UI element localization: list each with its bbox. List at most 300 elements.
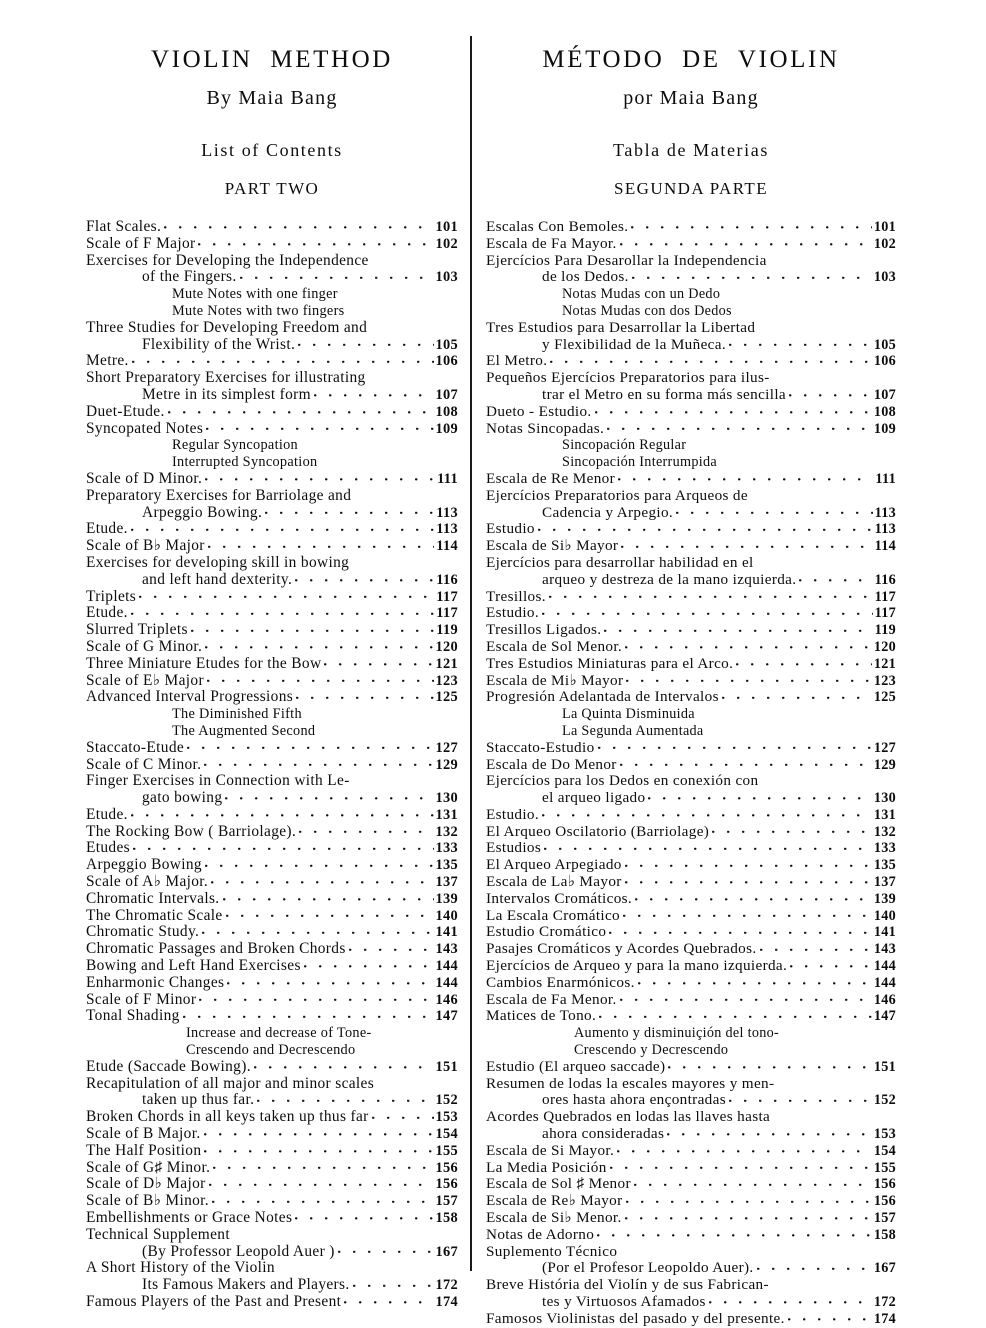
- toc-entry-title: El Arqueo Oscilatorio (Barriolage): [486, 823, 710, 840]
- toc-page-number: 113: [436, 521, 458, 538]
- toc-entry-title: trar el Metro en su forma más sencilla: [542, 386, 786, 403]
- toc-page-number: 140: [873, 907, 896, 924]
- toc-page-number: 120: [873, 638, 896, 655]
- toc-entry: [486, 723, 896, 740]
- toc-entry[interactable]: [486, 605, 896, 622]
- toc-entry-title: Notas Mudas con dos Dedos: [562, 302, 732, 319]
- toc-entry[interactable]: [86, 404, 458, 421]
- toc-entry[interactable]: [486, 572, 896, 589]
- dot-leader: [620, 1244, 894, 1261]
- dot-leader: [305, 706, 456, 723]
- toc-page-number: 131: [873, 806, 896, 823]
- toc-entry[interactable]: [86, 521, 458, 538]
- toc-entry[interactable]: [86, 1008, 458, 1025]
- toc-entry[interactable]: [86, 605, 458, 622]
- toc-page-number: 154: [873, 1142, 896, 1159]
- toc-entry[interactable]: [86, 572, 458, 589]
- toc-entry: [86, 303, 458, 320]
- toc-page-number: 157: [435, 1193, 458, 1210]
- toc-entry[interactable]: [86, 807, 458, 824]
- toc-entry-title: Estudios: [486, 840, 542, 857]
- toc-entry-title: Scale of E♭ Major: [86, 672, 204, 689]
- toc-entry[interactable]: [86, 992, 458, 1009]
- dot-leader: [372, 1109, 434, 1126]
- toc-entry-title: Regular Syncopation: [172, 437, 299, 454]
- dot-leader: [620, 757, 872, 774]
- toc-entry: [486, 1277, 896, 1294]
- toc-entry-title: Sincopación Interrumpida: [562, 454, 717, 471]
- toc-entry[interactable]: [86, 824, 458, 841]
- toc-entry[interactable]: [486, 958, 896, 975]
- toc-entry[interactable]: [486, 1008, 896, 1025]
- toc-entry[interactable]: [486, 1210, 896, 1227]
- toc-page-number: 172: [873, 1294, 896, 1310]
- toc-entry[interactable]: [486, 269, 896, 286]
- toc-entry[interactable]: [486, 471, 896, 488]
- dot-leader: [324, 656, 433, 673]
- toc-page-number: 131: [435, 806, 458, 823]
- toc-entry: [86, 370, 458, 387]
- toc-entry[interactable]: [86, 269, 458, 286]
- toc-entry[interactable]: [486, 790, 896, 807]
- toc-entry: [486, 488, 896, 505]
- toc-page-number: 133: [873, 840, 896, 857]
- dot-leader: [314, 387, 434, 404]
- toc-entry-title: The Augmented Second: [172, 722, 316, 739]
- dot-leader: [183, 1008, 434, 1025]
- toc-entry[interactable]: [486, 589, 896, 606]
- dot-leader: [698, 706, 894, 723]
- dot-leader: [139, 589, 434, 606]
- toc-entry-title: Cadencia y Arpegio.: [542, 504, 674, 521]
- toc-entry-title: Preparatory Exercises for Barriolage and: [86, 487, 352, 504]
- toc-entry-title: arqueo y destreza de la mano izquierda.: [542, 571, 797, 588]
- toc-page-number: 106: [435, 353, 458, 370]
- dot-leader: [295, 1210, 433, 1227]
- dot-leader: [667, 1126, 872, 1143]
- dot-leader: [618, 471, 873, 488]
- toc-entry[interactable]: [486, 857, 896, 874]
- toc-entry: [86, 253, 458, 270]
- toc-page-number: 120: [435, 638, 458, 655]
- toc-entry-title: Its Famous Makers and Players.: [142, 1277, 350, 1294]
- dot-leader: [353, 1277, 434, 1294]
- toc-entry[interactable]: [486, 1311, 896, 1328]
- dot-leader: [720, 454, 894, 471]
- toc-entry-title: Scale of G Minor.: [86, 638, 203, 655]
- toc-entry: [486, 320, 896, 337]
- toc-entry[interactable]: [86, 891, 458, 908]
- toc-entry[interactable]: [86, 505, 458, 522]
- toc-entry-title: Chromatic Study.: [86, 924, 200, 941]
- toc-page-number: 117: [436, 588, 458, 605]
- toc-page-number: 152: [873, 1092, 896, 1109]
- toc-page-number: 153: [435, 1109, 458, 1126]
- toc-entry[interactable]: [86, 421, 458, 438]
- toc-entry[interactable]: [486, 622, 896, 639]
- toc-entry-title: Tonal Shading: [86, 1008, 180, 1025]
- toc-entry[interactable]: [86, 1294, 458, 1311]
- dot-leader: [758, 320, 894, 337]
- toc-page-number: 117: [874, 588, 896, 605]
- toc-entry-title: Breve História del Violín y de sus Fabrican-: [486, 1277, 769, 1294]
- toc-entry-title: Dueto - Estudio.: [486, 403, 592, 420]
- toc-entry: [486, 370, 896, 387]
- toc-entry[interactable]: [486, 1176, 896, 1193]
- dot-leader: [542, 605, 873, 622]
- toc-entry[interactable]: [486, 219, 896, 236]
- toc-page-number: 123: [435, 672, 458, 689]
- toc-entry[interactable]: [86, 236, 458, 253]
- toc-entry-title: Flat Scales.: [86, 219, 162, 235]
- dot-leader: [227, 975, 433, 992]
- toc-entry-title: Tresillos.: [486, 588, 546, 605]
- toc-entry-title: Scale of D♭ Major: [86, 1176, 206, 1193]
- toc-entry: [86, 286, 458, 303]
- toc-entry-title: Sincopación Regular: [562, 437, 687, 454]
- toc-entry[interactable]: [486, 924, 896, 941]
- toc-entry[interactable]: [86, 1092, 458, 1109]
- toc-entry[interactable]: [86, 874, 458, 891]
- toc-entry-title: Estudio.: [486, 605, 540, 622]
- toc-entry[interactable]: [486, 1160, 896, 1177]
- toc-entry-title: Suplemento Técnico: [486, 1243, 618, 1260]
- toc-page-number: 123: [873, 672, 896, 689]
- toc-entry[interactable]: [86, 757, 458, 774]
- toc-entry[interactable]: [486, 757, 896, 774]
- toc-entry-title: Triplets: [86, 588, 137, 605]
- toc-entry-title: Escala de Fa Menor.: [486, 991, 617, 1008]
- toc-entry[interactable]: [486, 874, 896, 891]
- toc-entry[interactable]: [486, 941, 896, 958]
- toc-entry-title: Scale of F Minor: [86, 991, 197, 1008]
- toc-entry-title: Enharmonic Changes: [86, 974, 225, 991]
- dot-leader: [223, 891, 434, 908]
- dot-leader: [550, 353, 871, 370]
- dot-leader: [209, 1176, 434, 1193]
- toc-entry-title: Ejercícios de Arqueo y para la mano izquierda.: [486, 958, 788, 975]
- toc-entry[interactable]: [86, 790, 458, 807]
- toc-entry[interactable]: [86, 656, 458, 673]
- dot-leader: [226, 908, 434, 925]
- toc-entry: [86, 1025, 458, 1042]
- toc-entry-title: Tresillos Ligados.: [486, 622, 602, 639]
- toc-entry-title: Escala de Mi♭ Mayor: [486, 672, 624, 689]
- toc-entry[interactable]: [486, 521, 896, 538]
- toc-entry-title: Escala de Re♭ Mayor: [486, 1193, 623, 1210]
- toc-entry[interactable]: [486, 421, 896, 438]
- toc-entry[interactable]: [486, 353, 896, 370]
- toc-entry-title: Increase and decrease of Tone-: [186, 1025, 372, 1042]
- toc-entry-title: Acordes Quebrados en lodas las llaves hasta: [486, 1109, 771, 1126]
- dot-leader: [295, 572, 434, 589]
- toc-entry[interactable]: [486, 840, 896, 857]
- toc-entry: [86, 1227, 458, 1244]
- toc-entry-title: Etude.: [86, 806, 128, 823]
- toc-page-number: 172: [435, 1277, 458, 1294]
- dot-leader: [349, 941, 434, 958]
- toc-page-number: 101: [873, 219, 896, 235]
- toc-entry[interactable]: [486, 891, 896, 908]
- toc-page-number: 144: [873, 958, 896, 975]
- dot-leader: [625, 1210, 872, 1227]
- toc-entry: [86, 320, 458, 337]
- author-byline-es: por Maia Bang: [623, 87, 759, 109]
- toc-entry[interactable]: [486, 673, 896, 690]
- toc-entry[interactable]: [86, 975, 458, 992]
- toc-entry[interactable]: [86, 1210, 458, 1227]
- dot-leader: [211, 874, 433, 891]
- toc-page-number: 174: [873, 1310, 896, 1327]
- toc-entry[interactable]: [486, 740, 896, 757]
- toc-entry-title: Metre in its simplest form: [142, 386, 311, 403]
- dot-leader: [538, 521, 873, 538]
- toc-entry[interactable]: [86, 1126, 458, 1143]
- toc-page-number: 156: [873, 1193, 896, 1210]
- toc-page-number: 146: [435, 991, 458, 1008]
- toc-entry[interactable]: [486, 689, 896, 706]
- toc-entry[interactable]: [486, 1126, 896, 1143]
- toc-page-number: 156: [873, 1176, 896, 1193]
- dot-leader: [204, 1143, 433, 1160]
- toc-entry[interactable]: [86, 689, 458, 706]
- dot-leader: [610, 1160, 872, 1177]
- toc-entry[interactable]: [486, 1092, 896, 1109]
- dot-leader: [133, 840, 434, 857]
- dot-leader: [761, 773, 894, 790]
- toc-entry-title: Famous Players of the Past and Present: [86, 1294, 342, 1310]
- toc-entry[interactable]: [486, 404, 896, 421]
- toc-entry[interactable]: [486, 975, 896, 992]
- dot-leader: [375, 1025, 456, 1042]
- toc-entry[interactable]: [486, 639, 896, 656]
- toc-entry[interactable]: [86, 337, 458, 354]
- toc-entry-title: Technical Supplement: [86, 1226, 230, 1243]
- dot-leader: [735, 303, 894, 320]
- toc-entry-title: Aumento y disminuiçión del tono-: [574, 1025, 780, 1042]
- toc-entry[interactable]: [486, 1294, 896, 1311]
- toc-entry[interactable]: [486, 538, 896, 555]
- toc-page-number: 130: [435, 790, 458, 807]
- toc-entry-title: Scale of B Major.: [86, 1126, 201, 1143]
- toc-entry[interactable]: [486, 656, 896, 673]
- toc-entry[interactable]: [86, 1059, 458, 1076]
- toc-page-number: 117: [436, 605, 458, 622]
- toc-page-number: 114: [436, 538, 458, 555]
- toc-entry-title: Etude (Saccade Bowing).: [86, 1058, 251, 1075]
- dot-leader: [621, 538, 872, 555]
- dot-leader: [320, 454, 456, 471]
- toc-entry[interactable]: [86, 740, 458, 757]
- dot-leader: [205, 471, 435, 488]
- dot-leader: [599, 1008, 872, 1025]
- toc-entry[interactable]: [86, 1143, 458, 1160]
- toc-entry: [486, 437, 896, 454]
- dot-leader: [709, 1294, 872, 1311]
- toc-entry-title: Syncopated Notes: [86, 420, 204, 437]
- toc-entry[interactable]: [86, 622, 458, 639]
- toc-entry[interactable]: [86, 387, 458, 404]
- toc-entry[interactable]: [86, 589, 458, 606]
- toc-page-number: 137: [873, 874, 896, 891]
- toc-entry-title: Duet-Etude.: [86, 403, 165, 420]
- toc-entry-title: Three Miniature Etudes for the Bow: [86, 655, 322, 672]
- toc-entry-title: Broken Chords in all keys taken up thus far: [86, 1109, 369, 1126]
- dot-leader: [648, 790, 871, 807]
- toc-entry[interactable]: [486, 1227, 896, 1244]
- toc-page-number: 125: [435, 689, 458, 706]
- toc-entry[interactable]: [86, 471, 458, 488]
- toc-entry: [486, 773, 896, 790]
- toc-entry: [86, 1260, 458, 1277]
- dot-leader: [625, 857, 872, 874]
- dot-leader: [736, 656, 872, 673]
- toc-entry-title: Metre.: [86, 353, 129, 370]
- toc-entry: [486, 706, 896, 723]
- dot-leader: [542, 807, 872, 824]
- toc-entry-title: Mute Notes with one finger: [172, 286, 338, 303]
- dot-leader: [549, 589, 873, 606]
- toc-page-number: 127: [435, 739, 458, 756]
- toc-entry[interactable]: [86, 941, 458, 958]
- toc-entry: [486, 555, 896, 572]
- toc-page-number: 157: [873, 1210, 896, 1227]
- toc-entry[interactable]: [86, 219, 458, 236]
- toc-entry-title: Embellishments or Grace Notes: [86, 1210, 293, 1227]
- dot-leader: [344, 1294, 433, 1311]
- dot-leader: [623, 908, 872, 925]
- toc-entry-title: Matices de Tono.: [486, 1008, 597, 1025]
- dot-leader: [689, 437, 894, 454]
- toc-entry-title: Tres Estudios Miniaturas para el Arco.: [486, 655, 734, 672]
- toc-entry-title: Flexibility of the Wrist.: [142, 336, 296, 353]
- dot-leader: [132, 353, 434, 370]
- toc-entry-title: Ejercícios para los Dedos en conexión con: [486, 773, 759, 790]
- dot-leader: [625, 639, 872, 656]
- toc-entry[interactable]: [86, 1176, 458, 1193]
- dot-leader: [632, 269, 872, 286]
- toc-page-number: 144: [435, 958, 458, 975]
- toc-entry[interactable]: [86, 857, 458, 874]
- toc-entry[interactable]: [486, 1143, 896, 1160]
- english-title-block: [86, 46, 458, 199]
- toc-entry-title: Finger Exercises in Connection with Le-: [86, 773, 350, 790]
- dot-leader: [225, 790, 433, 807]
- dot-leader: [788, 1311, 872, 1328]
- toc-entry: [486, 286, 896, 303]
- toc-page-number: 151: [435, 1058, 458, 1075]
- dot-leader: [298, 337, 433, 354]
- dot-leader: [299, 824, 433, 841]
- toc-entry: [486, 1025, 896, 1042]
- dot-leader: [198, 236, 433, 253]
- toc-entry[interactable]: [486, 824, 896, 841]
- toc-entry[interactable]: [86, 1244, 458, 1261]
- toc-entry-title: Notas Sincopadas.: [486, 420, 605, 437]
- toc-entry[interactable]: [486, 1260, 896, 1277]
- toc-entry-title: Notas Mudas con un Dedo: [562, 286, 721, 303]
- dot-leader: [620, 236, 872, 253]
- dot-leader: [296, 689, 433, 706]
- toc-entry[interactable]: [86, 1109, 458, 1126]
- author-byline: By Maia Bang: [206, 87, 338, 109]
- toc-entry: [86, 555, 458, 572]
- toc-page-number: 132: [873, 823, 896, 840]
- toc-entry-title: El Arqueo Arpegiado: [486, 857, 622, 874]
- toc-entry[interactable]: [486, 908, 896, 925]
- toc-entry: [486, 1042, 896, 1059]
- dot-leader: [204, 757, 433, 774]
- toc-entry[interactable]: [486, 807, 896, 824]
- toc-page-number: 158: [435, 1210, 458, 1227]
- toc-entry-title: Scale of A♭ Major.: [86, 874, 209, 891]
- toc-entry[interactable]: [86, 924, 458, 941]
- toc-entry-title: La Quinta Disminuida: [562, 706, 695, 723]
- toc-entry[interactable]: [486, 1059, 896, 1076]
- toc-entry-title: de los Dedos.: [542, 269, 629, 286]
- toc-entry-title: The Diminished Fifth: [172, 706, 302, 723]
- dot-leader: [341, 286, 456, 303]
- toc-entry[interactable]: [86, 1193, 458, 1210]
- toc-entry[interactable]: [486, 1193, 896, 1210]
- dot-leader: [199, 992, 433, 1009]
- toc-entry[interactable]: [86, 958, 458, 975]
- toc-page-number: 102: [435, 235, 458, 252]
- dot-leader: [638, 975, 872, 992]
- toc-entry-title: Etude.: [86, 605, 128, 622]
- toc-entry-title: Tres Estudios para Desarrollar la Libertad: [486, 319, 756, 336]
- toc-entry-title: and left hand dexterity.: [142, 571, 293, 588]
- toc-entry-title: Crescendo and Decrescendo: [186, 1042, 356, 1059]
- toc-entry[interactable]: [486, 236, 896, 253]
- toc-entry[interactable]: [86, 673, 458, 690]
- toc-entry-title: Scale of B♭ Minor.: [86, 1193, 209, 1210]
- toc-entry-title: Scale of D Minor.: [86, 470, 203, 487]
- toc-entry: [486, 454, 896, 471]
- toc-page-number: 107: [435, 386, 458, 403]
- dot-leader: [609, 924, 872, 941]
- dot-leader: [751, 488, 894, 505]
- toc-entry[interactable]: [486, 387, 896, 404]
- toc-entry-title: The Rocking Bow ( Barriolage).: [86, 823, 297, 840]
- dot-leader: [304, 958, 434, 975]
- toc-entry[interactable]: [486, 992, 896, 1009]
- toc-page-number: 113: [436, 504, 458, 521]
- dot-leader: [773, 370, 894, 387]
- dot-leader: [278, 1260, 456, 1277]
- toc-entry[interactable]: [86, 1160, 458, 1177]
- toc-entry[interactable]: [486, 337, 896, 354]
- toc-entry[interactable]: [86, 353, 458, 370]
- toc-page-number: 116: [874, 571, 896, 588]
- toc-entry[interactable]: [86, 840, 458, 857]
- toc-entry[interactable]: [486, 505, 896, 522]
- toc-entry[interactable]: [86, 538, 458, 555]
- dot-leader: [799, 572, 872, 589]
- toc-page-number: 125: [873, 689, 896, 706]
- toc-page-number: 116: [436, 571, 458, 588]
- toc-entry-title: (By Professor Leopold Auer ): [142, 1243, 335, 1260]
- toc-entry-title: gato bowing: [142, 790, 223, 807]
- dot-leader: [676, 505, 873, 522]
- toc-entry[interactable]: [86, 1277, 458, 1294]
- toc-entry[interactable]: [86, 639, 458, 656]
- toc-entry-title: Arpeggio Bowing.: [142, 504, 263, 521]
- part-heading: PART TWO: [224, 179, 320, 198]
- toc-page-number: 109: [435, 420, 458, 437]
- toc-entry[interactable]: [86, 908, 458, 925]
- toc-page-number: 129: [873, 756, 896, 773]
